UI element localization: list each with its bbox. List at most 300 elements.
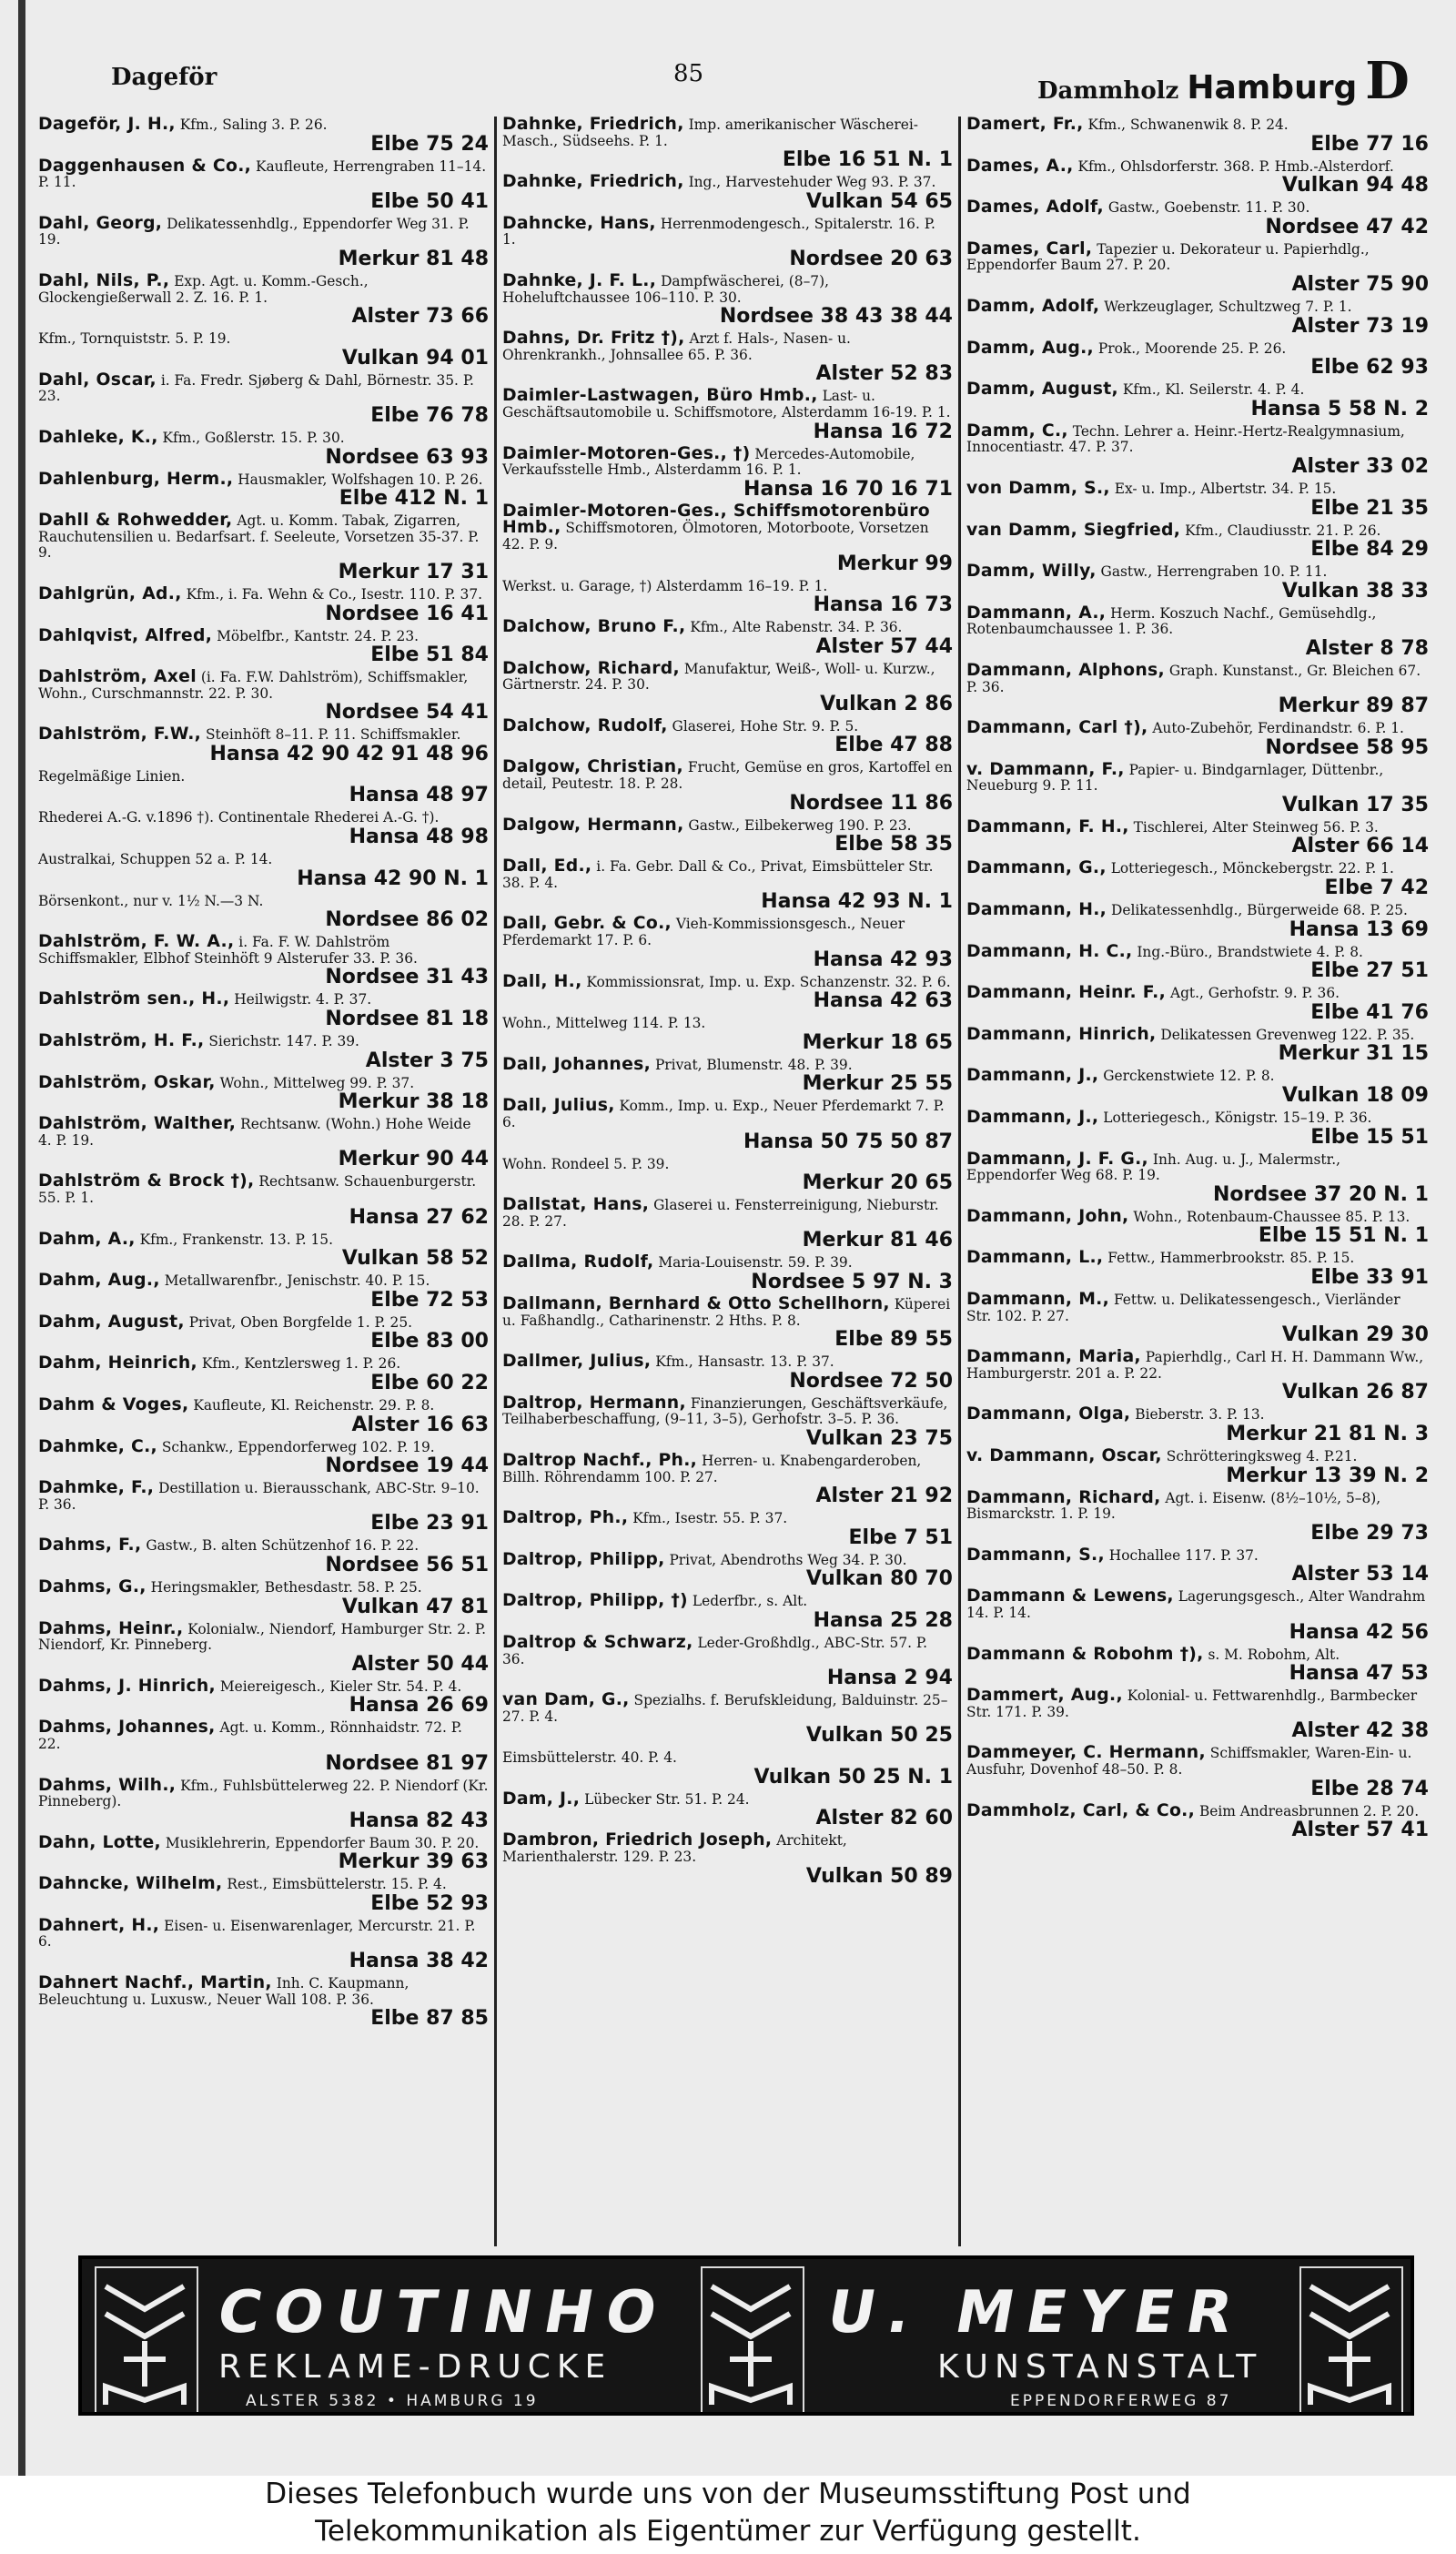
entry-name: Daltrop, Hermann, [502, 1393, 686, 1413]
entry-name: Dahm, August, [38, 1312, 185, 1332]
entry-name: Dahlström & Brock †), [38, 1171, 255, 1191]
entry-phone: Alster 73 19 [1291, 314, 1429, 338]
entry-phone: Elbe 33 91 [1310, 1266, 1429, 1289]
entry-phone: Nordsee 5 97 N. 3 [751, 1270, 953, 1293]
entry-details: Werkzeuglager, Schultzweg 7. P. 1. [1104, 298, 1352, 315]
entry-details: Last- u. Geschäftsautomobile u. Schiffsmotore, Alsterdamm 16-19. P. 1. [502, 388, 951, 421]
entry-phone: Merkur 81 46 [802, 1229, 953, 1252]
entry-details: Rhederei A.-G. v.1896 †). Continentale Rhederei A.-G. †). [38, 809, 440, 826]
directory-entry [38, 1272, 489, 1314]
directory-entry [966, 1110, 1429, 1151]
entry-phone: Nordsee 63 93 [325, 445, 489, 469]
entry-details: Lübecker Str. 51. P. 24. [584, 1790, 750, 1808]
entry-name: Damert, Fr., [966, 117, 1084, 134]
entry-details: Lotteriegesch., Königstr. 15–19. P. 36. [1103, 1110, 1372, 1127]
entry-name: Dammann, J. F. G., [966, 1149, 1148, 1169]
entry-details: Inh. C. Kaupmann, Beleuchtung u. Luxusw., Neuer Wall 108. P. 36. [38, 1975, 410, 2008]
directory-entry [38, 1832, 489, 1877]
directory-entry [38, 427, 489, 471]
entry-name: Dall, Julius, [502, 1096, 615, 1116]
entry-phone: Vulkan 17 35 [1281, 793, 1429, 816]
header-letter: D [1365, 51, 1410, 111]
entry-details: Werkst. u. Garage, †) Alsterdamm 16–19. P. 1. [502, 577, 828, 594]
entry-phone: Vulkan 2 86 [820, 692, 953, 715]
entry-phone: Hansa 82 43 [349, 1809, 489, 1832]
entry-phone: Vulkan 50 25 [805, 1724, 953, 1748]
entry-phone: Elbe 7 42 [1324, 877, 1429, 900]
directory-entry [502, 759, 953, 816]
entry-name: Dammann, L., [966, 1248, 1104, 1268]
entry-name: Dahlström, F. W. A., [38, 932, 235, 952]
header-first-entry: Dageför [111, 64, 217, 91]
directory-entry [502, 658, 953, 718]
ornament-svg [96, 2268, 193, 2410]
entry-phone: Elbe 16 51 N. 1 [782, 148, 953, 172]
entry-name: Dahms, J. Hinrich, [38, 1676, 216, 1696]
entry-phone: Merkur 38 18 [338, 1090, 489, 1114]
entry-phone: Hansa 47 53 [1289, 1662, 1429, 1686]
entry-phone: Merkur 17 31 [338, 560, 489, 583]
entry-details: Lederfbr., s. Alt. [692, 1593, 808, 1610]
entry-details: Kolonialw., Niendorf, Hamburger Str. 2. P. Niendorf, Kr. Pinneberg. [38, 1620, 486, 1654]
entry-name: Dahncke, Hans, [502, 213, 656, 233]
directory-entry [38, 1876, 489, 1918]
directory-entry [502, 858, 953, 916]
entry-phone: Alster 75 90 [1291, 272, 1429, 296]
entry-phone: Elbe 41 76 [1310, 1000, 1429, 1024]
entry-details: Maria-Louisenstr. 59. P. 39. [658, 1254, 853, 1272]
entry-phone: Elbe 77 16 [1310, 132, 1429, 156]
entry-details: Rechtsanw. Schauenburgerstr. 55. P. 1. [38, 1173, 477, 1206]
directory-entry [38, 117, 489, 158]
directory-entry [38, 625, 489, 670]
entry-phone: Vulkan 50 25 N. 1 [753, 1765, 953, 1789]
entry-details: Papier- u. Bindgarnlager, Düttenbr., Neueburg 9. P. 11. [966, 761, 1384, 795]
entry-phone: Hansa 16 70 16 71 [743, 477, 953, 501]
scan-edge [18, 0, 25, 2476]
entry-phone: Elbe 52 93 [370, 1891, 489, 1915]
entry-details: Manufaktur, Weiß-, Woll- u. Kurzw., Gärtnerstr. 24. P. 30. [502, 660, 935, 694]
directory-entry [966, 423, 1429, 481]
entry-details: Gastw., Herrengraben 10. P. 11. [1100, 563, 1328, 581]
entry-details: (i. Fa. F.W. Dahlström), Schiffsmakler, Wohn., Curschmannstr. 22. P. 30. [38, 669, 469, 702]
entry-name: von Damm, S., [966, 478, 1110, 498]
entry-details: Kfm., i. Fa. Wehn & Co., Isestr. 110. P. 37. [186, 585, 483, 603]
entry-name: Dahnke, Friedrich, [502, 117, 684, 134]
entry-phone: Nordsee 81 18 [325, 1008, 489, 1031]
entry-details: Möbelfbr., Kantstr. 24. P. 23. [217, 627, 420, 644]
directory-entry [966, 759, 1429, 819]
entry-phone: Vulkan 38 33 [1281, 579, 1429, 603]
entry-phone: Merkur 20 65 [802, 1171, 953, 1195]
directory-entry [966, 1745, 1429, 1802]
entry-name: van Damm, Siegfried, [966, 520, 1181, 540]
directory-entry [38, 1618, 489, 1678]
header-last-word: Dammholz [1037, 77, 1179, 105]
entry-details: Lagerungsgesch., Alter Wandrahm 14. P. 14. [966, 1588, 1426, 1621]
entry-name: Dames, A., [966, 156, 1074, 176]
entry-details: Meiereigesch., Kieler Str. 54. P. 4. [219, 1677, 462, 1695]
entry-details: Lotteriegesch., Mönckebergstr. 22. P. 1. [1110, 860, 1394, 877]
entry-phone: Vulkan 50 89 [805, 1864, 953, 1888]
entry-details: Ex- u. Imp., Albertstr. 34. P. 15. [1114, 480, 1337, 497]
entry-name: v. Dammann, Oscar, [966, 1445, 1162, 1465]
entry-name: Dammann, Hinrich, [966, 1024, 1157, 1044]
directory-entry [38, 372, 489, 430]
entry-details: Rest., Eimsbüttelerstr. 15. P. 4. [227, 1876, 447, 1893]
entry-details: Küperei u. Faßhandlg., Catharinenstr. 2 Hths. P. 8. [502, 1295, 951, 1329]
entry-name: Dammann, G., [966, 858, 1107, 878]
entry-phone: Elbe 58 35 [834, 833, 953, 856]
entry-name: Dammann, H. C., [966, 941, 1133, 961]
entry-name: Dahll & Rohwedder, [38, 511, 233, 531]
banner-right-subtitle: KUNSTANSTALT [937, 2348, 1263, 2386]
entry-details: Kfm., Tornquiststr. 5. P. 19. [38, 330, 231, 348]
directory-entry [502, 1156, 953, 1198]
entry-name: Dahn, Lotte, [38, 1832, 161, 1852]
entry-phone: Vulkan 54 65 [805, 189, 953, 213]
entry-phone: Vulkan 18 09 [1281, 1084, 1429, 1108]
entry-phone: Nordsee 81 97 [325, 1751, 489, 1775]
entry-name: Dahlgrün, Ad., [38, 583, 182, 603]
directory-column-2 [497, 117, 961, 2246]
entry-name: Dall, H., [502, 971, 582, 991]
directory-entry [966, 1588, 1429, 1646]
entry-phone: Hansa 42 93 [813, 948, 953, 971]
directory-entry [38, 768, 489, 810]
entry-name: Dammann, J., [966, 1108, 1099, 1128]
entry-details: Agt. u. Komm. Tabak, Zigarren, Rauchutensilien u. Bedarfsart. f. Seeleute, Vorsetzen 35-37. P. 9. [38, 512, 480, 562]
directory-entry [966, 902, 1429, 944]
entry-name: Dam, J., [502, 1789, 581, 1809]
directory-entry [502, 1632, 953, 1692]
directory-entry [502, 971, 953, 1016]
entry-name: Dahlenburg, Herm., [38, 469, 234, 489]
entry-details: s. M. Robohm, Alt. [1208, 1646, 1340, 1663]
entry-phone: Alster 8 78 [1305, 636, 1429, 660]
entry-phone: Alster 66 14 [1291, 835, 1429, 858]
entry-details: Tapezier u. Dekorateur u. Papierhdlg., Eppendorfer Baum 27. P. 20. [966, 240, 1370, 274]
entry-name: van Dam, G., [502, 1690, 630, 1710]
directory-entry [502, 1015, 953, 1057]
directory-entry [38, 270, 489, 330]
entry-phone: Hansa 42 90 N. 1 [297, 867, 489, 890]
directory-entry [966, 605, 1429, 663]
entry-phone: Merkur 89 87 [1278, 694, 1429, 718]
directory-entry [502, 916, 953, 973]
entry-phone: Hansa 27 62 [349, 1205, 489, 1229]
entry-name: Dahl, Nils, P., [38, 270, 170, 290]
entry-phone: Elbe 29 73 [1310, 1521, 1429, 1545]
directory-entry [502, 1791, 953, 1833]
entry-phone: Hansa 42 93 N. 1 [761, 890, 953, 914]
entry-name: Daltrop Nachf., Ph., [502, 1450, 698, 1470]
entry-name: Damm, C., [966, 421, 1068, 441]
entry-phone: Merkur 90 44 [338, 1148, 489, 1171]
entry-details: Fettw., Hammerbrookstr. 85. P. 15. [1107, 1250, 1355, 1267]
entry-details: Herren- u. Knabengarderoben, Billh. Röhrendamm 100. P. 27. [502, 1452, 922, 1485]
entry-name: Dahms, Heinr., [38, 1618, 184, 1638]
entry-name: Dahns, Dr. Fritz †), [502, 329, 685, 349]
directory-entry [966, 941, 1429, 986]
entry-name: Dames, Adolf, [966, 198, 1104, 218]
entry-details: i. Fa. Fredr. Sjøberg & Dahl, Börnestr. 35. P. 23. [38, 371, 474, 405]
directory-entry [502, 213, 953, 273]
entry-details: Kfm., Fuhlsbüttelerweg 22. P. Niendorf (Kr. Pinneberg). [38, 1777, 489, 1810]
entry-name: Dahlström, Axel [38, 667, 197, 687]
directory-entry [502, 503, 953, 578]
directory-entry [502, 817, 953, 859]
directory-entry [966, 1206, 1429, 1251]
entry-name: Dalgow, Christian, [502, 757, 683, 777]
entry-name: Dallstat, Hans, [502, 1195, 650, 1215]
entry-details: Frucht, Gemüse en gros, Kartoffel en detail, Peutestr. 18. P. 28. [502, 759, 953, 793]
entry-name: Dalchow, Bruno F., [502, 617, 686, 637]
entry-phone: Hansa 50 75 50 87 [743, 1130, 953, 1153]
entry-details: Komm., Imp. u. Exp., Neuer Pferdemarkt 7. P. 6. [502, 1098, 945, 1130]
directory-entry [966, 1068, 1429, 1110]
entry-details: Herrenmodengesch., Spitalerstr. 16. P. 1. [502, 215, 935, 248]
directory-entry [38, 1719, 489, 1777]
banner-left-subtitle: REKLAME-DRUCKE [218, 2348, 612, 2386]
entry-phone: Nordsee 11 86 [789, 791, 953, 815]
entry-details: Architekt, Marienthalerstr. 129. P. 23. [502, 1832, 847, 1866]
entry-phone: Alster 82 60 [815, 1807, 953, 1830]
entry-name: Dallma, Rudolf, [502, 1252, 654, 1272]
entry-name: Dahncke, Wilhelm, [38, 1874, 223, 1894]
directory-entry [38, 471, 489, 513]
directory-entry [502, 1450, 953, 1510]
entry-phone: Nordsee 58 95 [1265, 735, 1429, 759]
entry-details: Australkai, Schuppen 52 a. P. 14. [38, 851, 273, 868]
entry-phone: Alster 16 63 [351, 1413, 489, 1436]
entry-details: i. Fa. F. W. Dahlström Schiffsmakler, Elbhof Steinhöft 9 Alsterufer 33. P. 36. [38, 934, 418, 967]
entry-name: Dammann, Olga, [966, 1404, 1131, 1424]
entry-phone: Nordsee 20 63 [789, 247, 953, 270]
entry-phone: Hansa 5 58 N. 2 [1250, 397, 1429, 421]
directory-entry [966, 340, 1429, 382]
entry-details: Kfm., Kentzlersweg 1. P. 26. [201, 1355, 401, 1373]
entry-phone: Nordsee 31 43 [325, 966, 489, 989]
entry-phone: Hansa 48 98 [349, 826, 489, 849]
right-ornament-icon [1299, 2266, 1403, 2416]
directory-entry [38, 1072, 489, 1117]
ornament-svg [703, 2268, 799, 2410]
entry-name: Dahnert, H., [38, 1915, 160, 1935]
banner-right-address: EPPENDORFERWEG 87 [1010, 2392, 1232, 2410]
banner-left-address: ALSTER 5382 • HAMBURG 19 [246, 2392, 539, 2410]
entry-name: Daltrop, Philipp, †) [502, 1591, 688, 1611]
directory-entry [38, 1231, 489, 1273]
directory-entry [38, 991, 489, 1033]
entry-phone: Elbe 15 51 N. 1 [1258, 1224, 1429, 1248]
directory-entry [502, 174, 953, 216]
advertisement-banner [78, 2255, 1414, 2416]
directory-entry [502, 330, 953, 388]
directory-entry [38, 1775, 489, 1835]
entry-phone: Merkur 18 65 [802, 1030, 953, 1054]
entry-name: Dammann, Carl †), [966, 718, 1148, 738]
entry-phone: Elbe 87 85 [370, 2007, 489, 2031]
entry-name: Dahlqvist, Alfred, [38, 625, 213, 645]
entry-phone: Elbe 51 84 [370, 644, 489, 667]
entry-details: Gastw., Eilbekerweg 190. P. 23. [688, 816, 912, 834]
entry-name: Dahnke, Friedrich, [502, 172, 684, 192]
entry-name: Dahl, Georg, [38, 213, 163, 233]
entry-name: Dahlström sen., H., [38, 989, 230, 1009]
entry-phone: Elbe 7 51 [848, 1525, 953, 1549]
entry-details: Privat, Blumenstr. 48. P. 39. [654, 1056, 853, 1073]
directory-entry [502, 1395, 953, 1453]
entry-phone: Nordsee 16 41 [325, 602, 489, 625]
entry-name: Dahlström, Walther, [38, 1114, 237, 1134]
entry-name: Dammann, S., [966, 1545, 1105, 1565]
entry-details: Prok., Moorende 25. P. 26. [1097, 340, 1287, 357]
entry-details: Kfm., Goßlerstr. 15. P. 30. [162, 429, 345, 446]
directory-entry [502, 1593, 953, 1635]
entry-phone: Vulkan 80 70 [805, 1567, 953, 1591]
directory-entry [966, 381, 1429, 423]
entry-phone: Nordsee 19 44 [325, 1454, 489, 1478]
entry-phone: Elbe 15 51 [1310, 1125, 1429, 1149]
entry-name: Dammann, Richard, [966, 1487, 1161, 1507]
directory-entry [38, 726, 489, 768]
directory-entry [966, 660, 1429, 720]
entry-phone: Merkur 25 55 [802, 1072, 953, 1096]
entry-details: Dampfwäscherei, (8–7), Hoheluftchaussee 106–110. P. 30. [502, 272, 829, 306]
entry-details: Gerckenstwiete 12. P. 8. [1103, 1068, 1275, 1085]
directory-columns [33, 117, 1434, 2246]
entry-name: Daltrop, Ph., [502, 1508, 629, 1528]
entry-details: Imp. amerikanischer Wäscherei-Masch., Südseehs. P. 1. [502, 117, 918, 149]
directory-entry [966, 1250, 1429, 1292]
directory-entry [38, 1394, 489, 1439]
entry-details: Destillation u. Bierausschank, ABC-Str. 9–10. P. 36. [38, 1480, 480, 1513]
entry-name: Dahm, Aug., [38, 1271, 160, 1291]
directory-entry [502, 1054, 953, 1099]
entry-details: Kaufleute, Kl. Reichenstr. 29. P. 8. [193, 1396, 435, 1414]
entry-phone: Nordsee 86 02 [325, 908, 489, 932]
entry-details: Ing., Harvestehuder Weg 93. P. 37. [688, 174, 936, 191]
directory-entry [38, 1537, 489, 1579]
directory-entry [502, 1254, 953, 1296]
entry-phone: Elbe 83 00 [370, 1330, 489, 1353]
directory-entry [38, 1314, 489, 1356]
entry-details: Börsenkont., nur v. 1½ N.—3 N. [38, 892, 264, 909]
entry-details: Gastw., Goebenstr. 11. P. 30. [1107, 199, 1310, 217]
directory-entry [38, 809, 489, 851]
entry-name: Dammann, Heinr. F., [966, 983, 1167, 1003]
entry-name: Dammann, H., [966, 900, 1107, 920]
entry-name: Dahms, F., [38, 1535, 142, 1556]
entry-details: Sierichstr. 147. P. 39. [208, 1033, 359, 1050]
directory-entry [966, 478, 1429, 522]
entry-name: Dammann, Maria, [966, 1347, 1141, 1367]
entry-phone: Hansa 38 42 [349, 1950, 489, 1973]
entry-name: Dalchow, Richard, [502, 658, 680, 678]
entry-name: Dahlström, Oskar, [38, 1072, 216, 1092]
directory-entry [966, 1800, 1429, 1845]
entry-details: Delikatessenhdlg., Bürgerweide 68. P. 25. [1111, 902, 1408, 919]
entry-name: Dahms, G., [38, 1576, 147, 1596]
entry-name: Dammann, M., [966, 1290, 1110, 1309]
directory-entry [38, 1116, 489, 1173]
entry-details: Schiffsmotoren, Ölmotoren, Motorboote, Vorsetzen 42. P. 9. [502, 520, 929, 552]
entry-name: Damm, August, [966, 380, 1118, 400]
entry-phone: Nordsee 47 42 [1265, 215, 1429, 238]
entry-phone: Alster 42 38 [1291, 1719, 1429, 1743]
directory-entry [502, 270, 953, 330]
entry-details: Bieberstr. 3. P. 13. [1135, 1406, 1265, 1424]
directory-entry [502, 1692, 953, 1749]
entry-details: Kfm., Ohlsdorferstr. 368. P. Hmb.-Alsterdorf. [1077, 157, 1394, 175]
directory-entry [502, 619, 953, 661]
entry-name: Dames, Carl, [966, 238, 1093, 258]
entry-details: Musiklehrerin, Eppendorfer Baum 30. P. 20. [165, 1834, 480, 1851]
directory-entry [502, 715, 953, 760]
entry-details: Techn. Lehrer a. Heinr.-Hertz-Realgymnasium, Innocentiastr. 47. P. 37. [966, 422, 1405, 456]
entry-phone: Elbe 21 35 [1310, 496, 1429, 520]
entry-phone: Elbe 60 22 [370, 1371, 489, 1394]
directory-entry [38, 583, 489, 628]
entry-name: Damm, Adolf, [966, 296, 1100, 316]
directory-entry [502, 1832, 953, 1890]
entry-details: Kfm., Schwanenwik 8. P. 24. [1087, 117, 1289, 133]
entry-phone: Nordsee 54 41 [325, 701, 489, 725]
entry-phone: Alster 3 75 [365, 1049, 489, 1072]
entry-phone: Alster 50 44 [351, 1652, 489, 1676]
entry-details: Privat, Oben Borgfelde 1. P. 25. [188, 1313, 412, 1331]
entry-details: Kfm., Hansastr. 13. P. 37. [655, 1353, 834, 1371]
directory-entry [966, 1644, 1429, 1688]
entry-name: Dambron, Friedrich Joseph, [502, 1830, 773, 1850]
entry-details: Kaufleute, Herrengraben 11–14. P. 11. [38, 157, 487, 191]
directory-entry [38, 1033, 489, 1075]
entry-details: Mercedes-Automobile, Verkaufsstelle Hmb., Alsterdamm 16. P. 1. [502, 445, 915, 479]
entry-phone: Hansa 42 90 42 91 48 96 [209, 742, 489, 765]
entry-details: Gastw., B. alten Schützenhof 16. P. 22. [146, 1537, 420, 1555]
entry-phone: Nordsee 38 43 38 44 [719, 305, 953, 329]
entry-name: Dahnke, J. F. L., [502, 270, 657, 290]
directory-entry [38, 1173, 489, 1231]
directory-entry [502, 117, 953, 174]
entry-phone: Merkur 13 39 N. 2 [1226, 1464, 1429, 1487]
entry-phone: Nordsee 72 50 [789, 1369, 953, 1393]
footer-line-2: Telekommunikation als Eigentümer zur Verfügung gestellt. [315, 2515, 1141, 2548]
entry-details: Leder-Großhdlg., ABC-Str. 57. P. 36. [502, 1634, 928, 1667]
entry-phone: Hansa 26 69 [349, 1694, 489, 1718]
directory-entry [966, 522, 1429, 564]
entry-phone: Vulkan 26 87 [1281, 1381, 1429, 1404]
entry-name: Dammann, Alphons, [966, 660, 1165, 680]
entry-phone: Elbe 28 74 [1310, 1777, 1429, 1800]
entry-phone: Merkur 31 15 [1278, 1042, 1429, 1066]
entry-details: Delikatessenhdlg., Eppendorfer Weg 31. P. 19. [38, 215, 470, 248]
entry-details: Herm. Koszuch Nachf., Gemüsehdlg., Rotenbaumchaussee 1. P. 36. [966, 604, 1377, 638]
entry-name: v. Dammann, F., [966, 759, 1125, 779]
entry-phone: Merkur 81 48 [338, 247, 489, 270]
directory-entry [38, 1480, 489, 1537]
entry-details: Eimsbüttelerstr. 40. P. 4. [502, 1749, 677, 1767]
entry-details: Graph. Kunstanst., Gr. Bleichen 67. P. 36. [966, 662, 1421, 695]
entry-details: Kfm., Kl. Seilerstr. 4. P. 4. [1122, 381, 1305, 399]
entry-name: Damm, Aug., [966, 338, 1094, 358]
entry-phone: Elbe 76 78 [370, 403, 489, 427]
entry-name: Dalchow, Rudolf, [502, 715, 668, 735]
directory-entry [966, 238, 1429, 299]
entry-details: Privat, Abendroths Weg 34. P. 30. [669, 1551, 907, 1568]
directory-entry [502, 1549, 953, 1594]
